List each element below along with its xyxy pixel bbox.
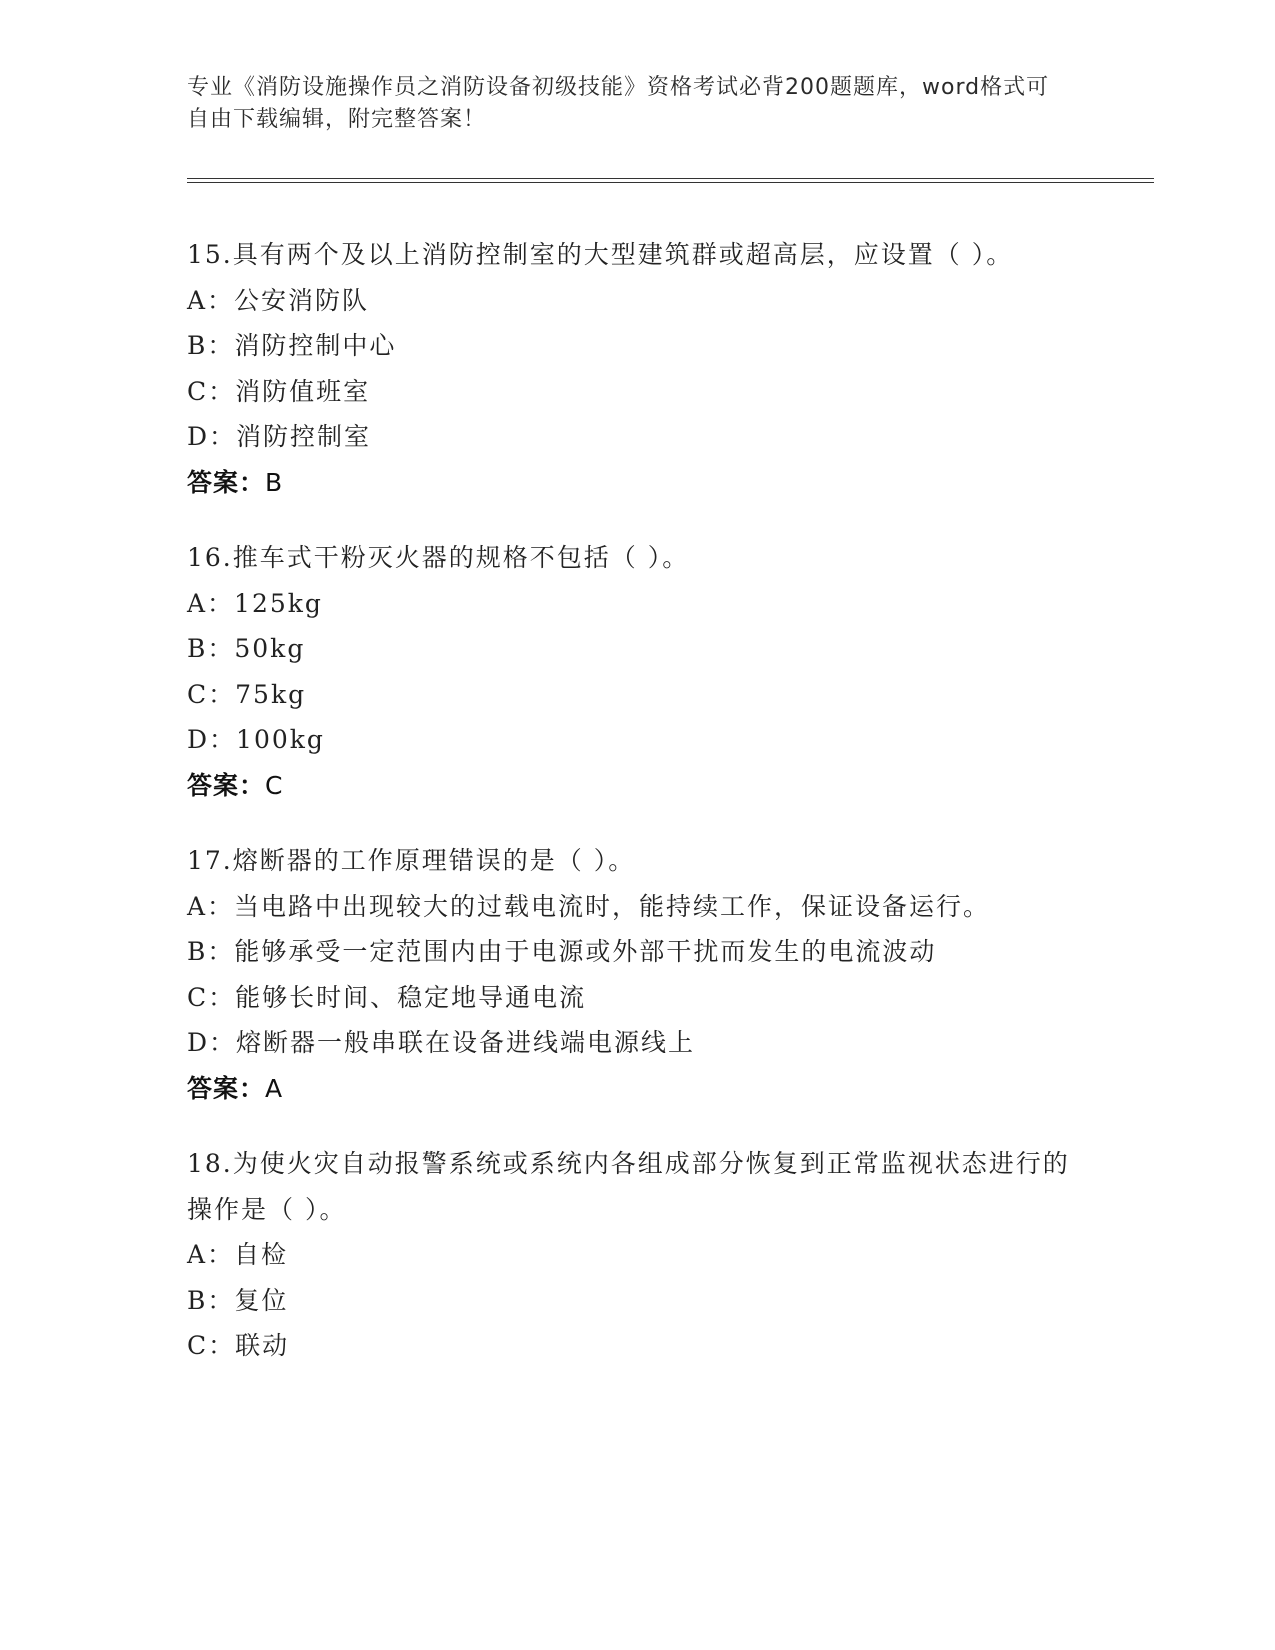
option-a: A：125kg [187, 588, 323, 618]
document-header: 专业《消防设施操作员之消防设备初级技能》资格考试必背200题题库，word格式可自由下载编辑，附完整答案！ [187, 75, 1050, 132]
option-b: B：复位 [187, 1285, 289, 1315]
option-d: D：100kg [187, 725, 325, 754]
question-item [187, 232, 1087, 505]
question-stem: 18.为使火灾自动报警系统或系统内各组成部分恢复到正常监视状态进行的操作是（ ）。 [187, 1149, 1070, 1224]
option-c: C：能够长时间、稳定地导通电流 [187, 982, 587, 1012]
question-item [187, 838, 1087, 1111]
question-stem: 15.具有两个及以上消防控制室的大型建筑群或超高层，应设置（ ）。 [187, 240, 1014, 269]
answer-value: B [265, 467, 284, 497]
option-c: C：75kg [187, 679, 307, 709]
question-stem: 17.熔断器的工作原理错误的是（ ）。 [187, 846, 636, 875]
option-a: A：自检 [187, 1240, 289, 1269]
answer-value: C [265, 770, 284, 800]
header-divider-bottom [187, 182, 1154, 183]
option-b: B：50kg [187, 634, 306, 663]
question-item [187, 1141, 1087, 1369]
answer-line [187, 1066, 1087, 1112]
answer-label: 答案： [187, 467, 266, 497]
option-c: C：消防值班室 [187, 376, 371, 406]
option-d: D：消防控制室 [187, 422, 372, 451]
question-item [187, 535, 1087, 808]
option-a: A：当电路中出现较大的过载电流时，能持续工作，保证设备运行。 [187, 891, 991, 921]
option-a: A：公安消防队 [187, 285, 370, 315]
question-list [187, 232, 1087, 1399]
option-c: C：联动 [187, 1331, 290, 1360]
answer-line [187, 763, 1087, 809]
answer-label: 答案： [187, 1073, 266, 1103]
question-stem: 16.推车式干粉灭火器的规格不包括（ ）。 [187, 543, 690, 572]
option-b: B：能够承受一定范围内由于电源或外部干扰而发生的电流波动 [187, 937, 937, 966]
header-divider-top [187, 178, 1154, 179]
answer-value: A [265, 1073, 284, 1103]
option-b: B：消防控制中心 [187, 331, 397, 360]
answer-line [187, 460, 1087, 506]
option-d: D：熔断器一般串联在设备进线端电源线上 [187, 1028, 696, 1057]
answer-label: 答案： [187, 770, 266, 800]
